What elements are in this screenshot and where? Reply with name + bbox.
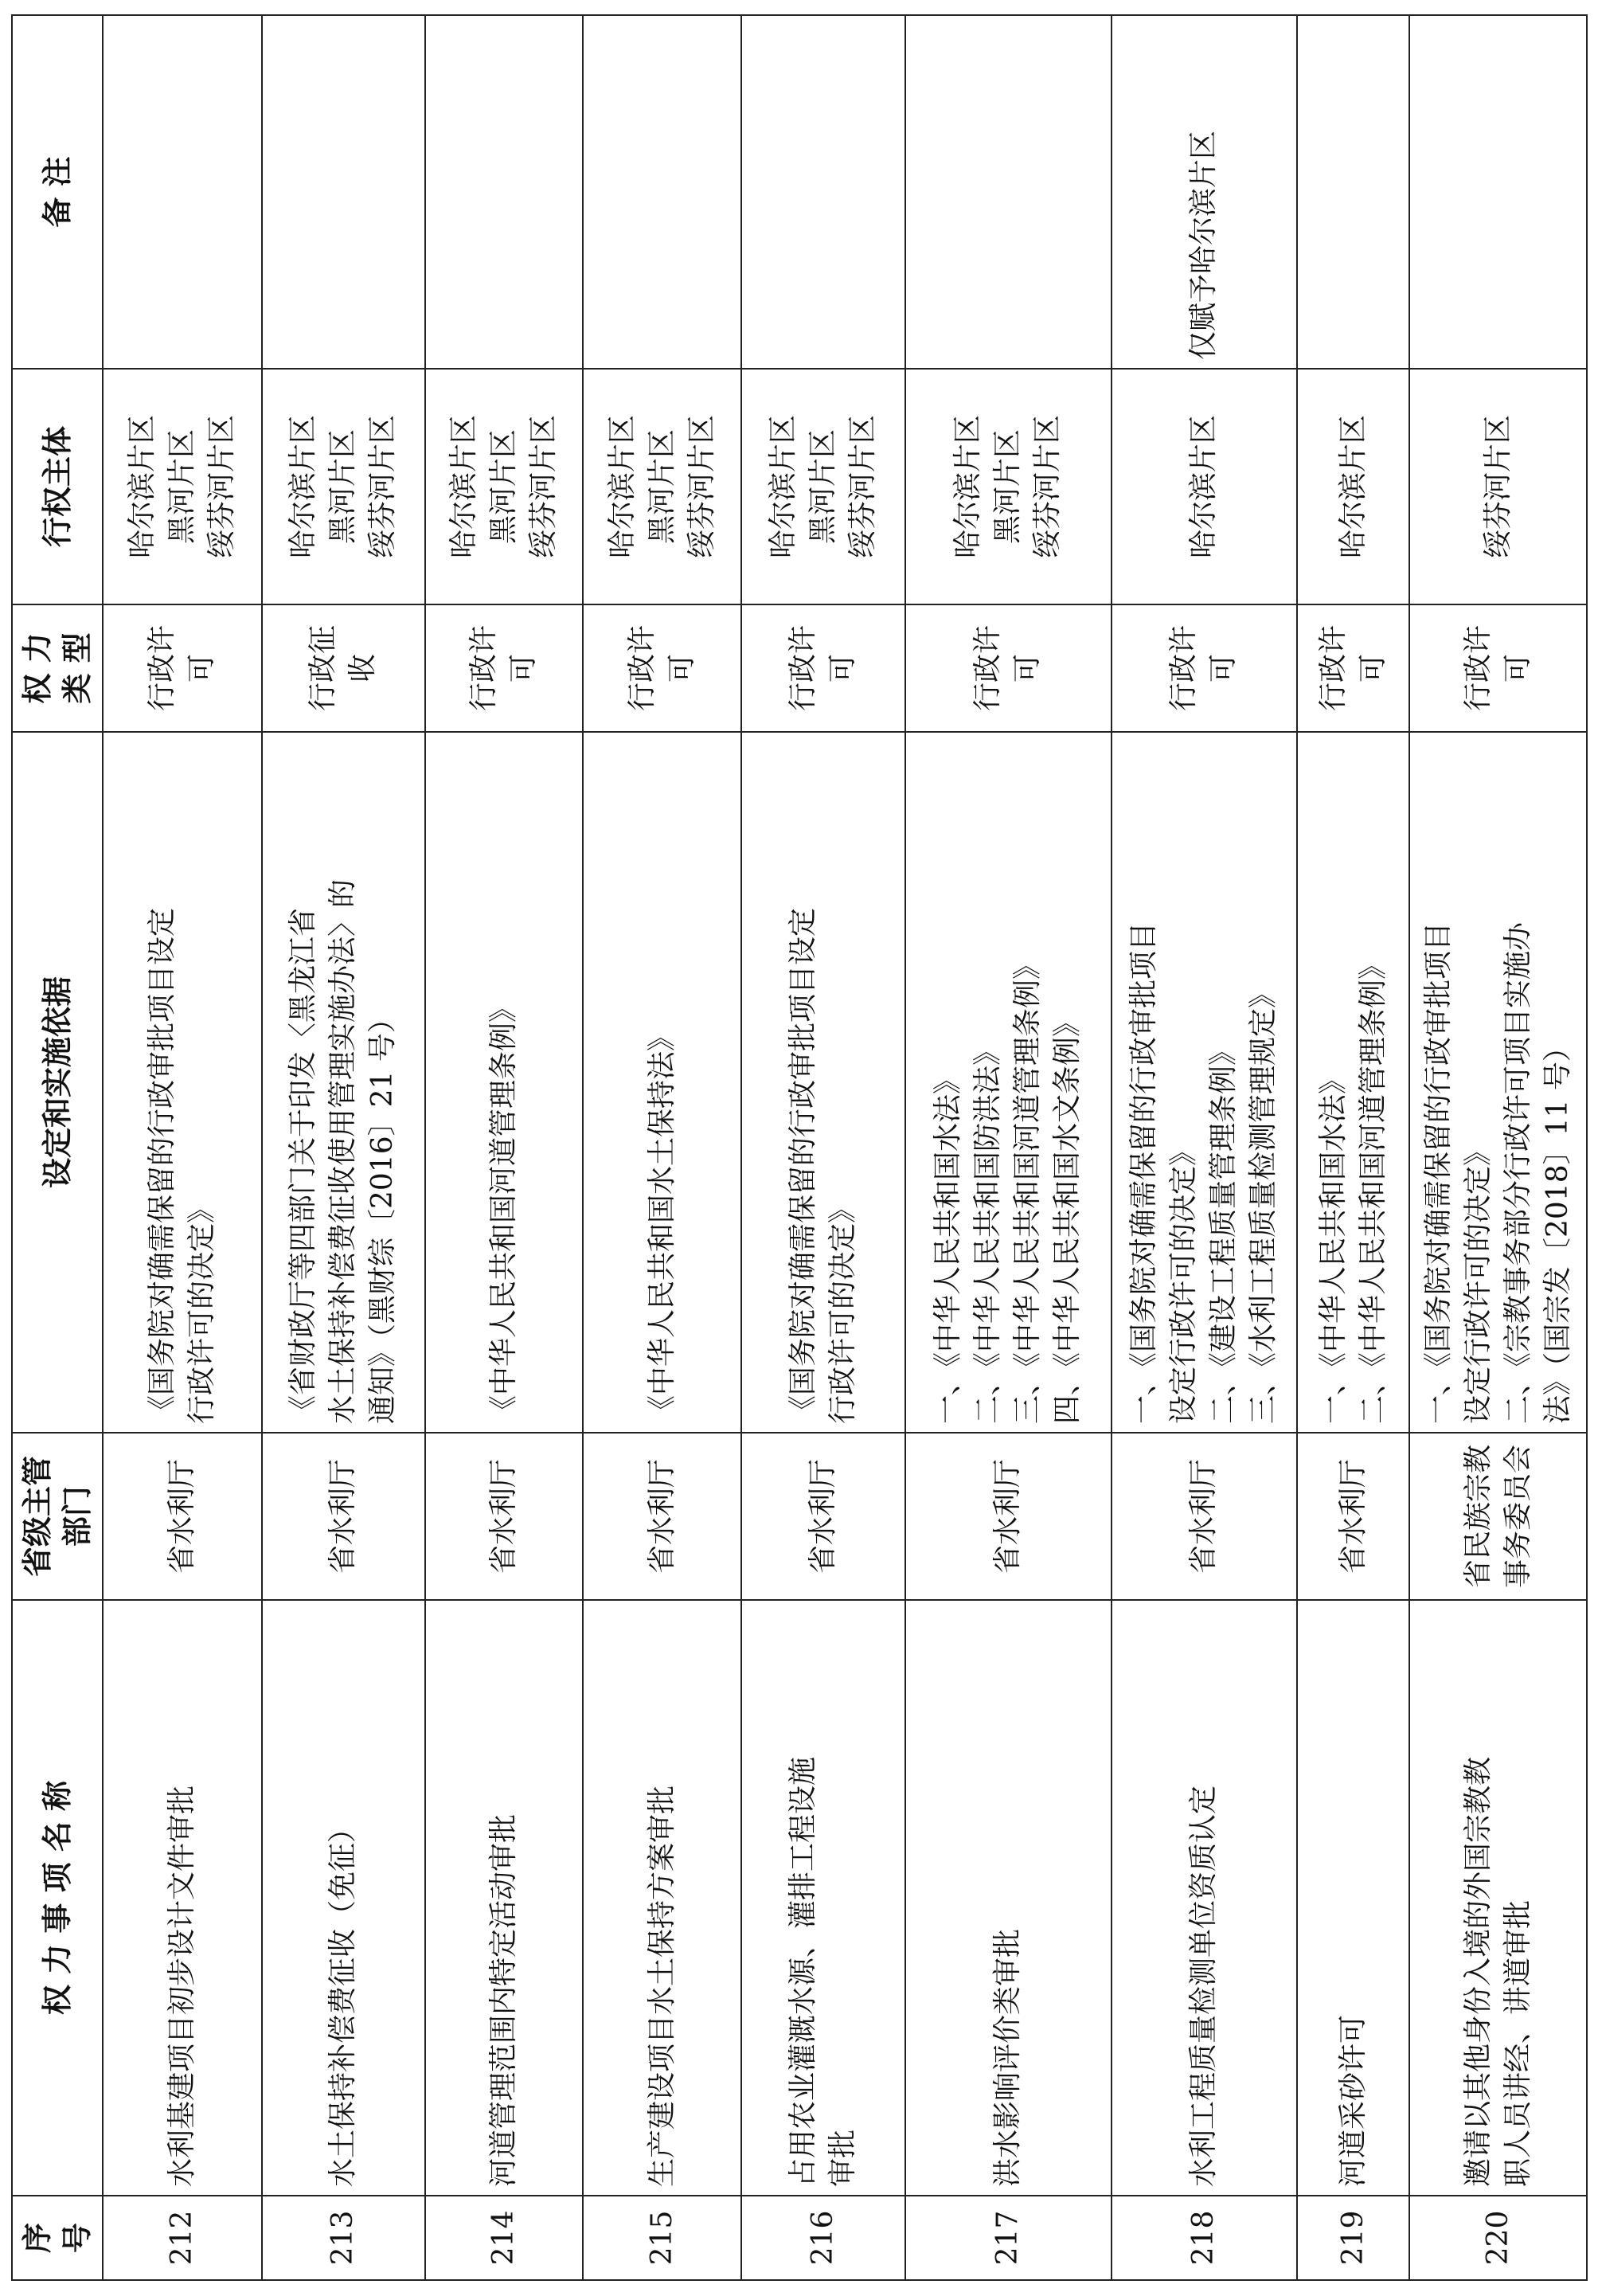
- row-subject: [583, 369, 741, 604]
- header-dept: 省级主管部门: [12, 1433, 103, 1600]
- cell-line: 黑河片区: [806, 429, 839, 545]
- cell-line: 职人员讲经、讲道审批: [1501, 1899, 1534, 2187]
- cell-line: 法》（国宗发〔2018〕11 号）: [1541, 1033, 1574, 1424]
- row-type: 行政许可: [1409, 604, 1587, 732]
- row-type: 行政许可: [1112, 604, 1297, 732]
- rotated-page: [11, 16, 1588, 2281]
- header-seq: [12, 2196, 103, 2280]
- power-items-table: [11, 14, 1588, 2281]
- row-dept: 省水利厅: [741, 1433, 905, 1600]
- cell-line: 一、《国务院对确需保留的行政审批项目: [1127, 921, 1161, 1424]
- cell-line: 绥芬河片区: [526, 415, 560, 559]
- row-name: 水利基建项目初步设计文件审批: [103, 1600, 262, 2196]
- row-basis: [103, 732, 262, 1433]
- row-basis: [905, 732, 1112, 1433]
- row-subject: [103, 369, 262, 604]
- table-row: [583, 15, 741, 2280]
- cell-line: 哈尔滨片区: [447, 415, 480, 559]
- row-seq: 213: [262, 2196, 425, 2280]
- cell-line: 黑河片区: [326, 429, 360, 545]
- row-type: 行政许可: [1297, 604, 1409, 732]
- header-subject: 行权主体: [12, 369, 103, 604]
- row-subject: [262, 369, 425, 604]
- row-basis: [583, 732, 741, 1433]
- row-basis: [1112, 732, 1297, 1433]
- row-basis: [425, 732, 584, 1433]
- row-type: 行政许可: [425, 604, 584, 732]
- row-type: 行政许可: [583, 604, 741, 732]
- row-type: 行政许可: [103, 604, 262, 732]
- header-row: [12, 15, 103, 2280]
- row-dept: 省水利厅: [583, 1433, 741, 1600]
- cell-line: 序: [19, 2223, 55, 2254]
- row-name: 水土保持补偿费征收（免征）: [262, 1600, 425, 2196]
- table-row: [1409, 15, 1587, 2280]
- row-name: [1409, 1600, 1587, 2196]
- row-dept: 省水利厅: [103, 1433, 262, 1600]
- table-row: [425, 15, 584, 2280]
- row-subject: [1112, 369, 1297, 604]
- cell-line: 黑河片区: [991, 429, 1025, 545]
- cell-line: 二、《建设工程质量管理条例》: [1207, 1036, 1241, 1424]
- row-dept: 省水利厅: [262, 1433, 425, 1600]
- cell-line: 《中华人民共和国水土保持法》: [645, 1022, 678, 1424]
- cell-line: 《中华人民共和国河道管理条例》: [486, 993, 520, 1424]
- cell-line: 哈尔滨片区: [1187, 415, 1221, 559]
- cell-line: 设定行政许可的决定》: [1461, 1136, 1494, 1424]
- row-name: 河道采砂许可: [1297, 1600, 1409, 2196]
- cell-line: 权 力: [19, 632, 55, 704]
- row-name: 河道管理范围内特定活动审批: [425, 1600, 584, 2196]
- cell-line: 省民族宗教: [1461, 1445, 1494, 1589]
- row-seq: 214: [425, 2196, 584, 2280]
- row-note: 仅赋予哈尔滨片区: [1112, 15, 1297, 369]
- cell-line: 三、《水利工程质量检测管理规定》: [1247, 979, 1280, 1424]
- row-subject: [425, 369, 584, 604]
- row-seq: 216: [741, 2196, 905, 2280]
- cell-line: 绥芬河片区: [846, 415, 879, 559]
- cell-line: 二、《中华人民共和国河道管理条例》: [1356, 950, 1389, 1424]
- row-seq: 212: [103, 2196, 262, 2280]
- row-dept: [1409, 1433, 1587, 1600]
- row-name: 洪水影响评价类审批: [905, 1600, 1112, 2196]
- cell-line: 水土保持补偿费征收使用管理实施办法〉的: [326, 878, 360, 1424]
- row-dept: 省水利厅: [905, 1433, 1112, 1600]
- row-basis: [1297, 732, 1409, 1433]
- cell-line: 行政许可的决定》: [185, 1194, 218, 1424]
- row-basis: [262, 732, 425, 1433]
- cell-line: 黑河片区: [645, 429, 678, 545]
- cell-line: 号: [59, 2223, 95, 2254]
- row-basis: [1409, 732, 1587, 1433]
- header-name: 权 力 事 项 名 称: [12, 1600, 103, 2196]
- header-basis: 设定和实施依据: [12, 732, 103, 1433]
- row-seq: 215: [583, 2196, 741, 2280]
- row-seq: 218: [1112, 2196, 1297, 2280]
- row-subject: [1409, 369, 1587, 604]
- header-type: [12, 604, 103, 732]
- table-row: [1297, 15, 1409, 2280]
- row-type: 行政许可: [905, 604, 1112, 732]
- cell-line: 黑河片区: [486, 429, 520, 545]
- row-seq: 217: [905, 2196, 1112, 2280]
- cell-line: 《省财政厅等四部门关于印发〈黑龙江省: [287, 907, 320, 1424]
- table-row: [741, 15, 905, 2280]
- row-subject: [905, 369, 1112, 604]
- cell-line: 哈尔滨片区: [125, 415, 158, 559]
- cell-line: 绥芬河片区: [685, 415, 718, 559]
- row-note: [103, 15, 262, 369]
- row-name: [741, 1600, 905, 2196]
- row-note: [1297, 15, 1409, 369]
- table-row: [262, 15, 425, 2280]
- cell-line: 哈尔滨片区: [1336, 415, 1369, 559]
- cell-line: 哈尔滨片区: [766, 415, 799, 559]
- row-type: 行政许可: [741, 604, 905, 732]
- cell-line: 哈尔滨片区: [951, 415, 985, 559]
- cell-line: 事务委员会: [1501, 1445, 1534, 1589]
- row-note: [425, 15, 584, 369]
- cell-line: 一、《中华人民共和国水法》: [932, 1065, 965, 1424]
- cell-line: 哈尔滨片区: [605, 415, 639, 559]
- row-subject: [1297, 369, 1409, 604]
- cell-line: 三、《中华人民共和国河道管理条例》: [1011, 950, 1045, 1424]
- cell-line: 绥芬河片区: [205, 415, 238, 559]
- header-note: 备 注: [12, 15, 103, 369]
- cell-line: 类 型: [59, 632, 95, 704]
- cell-line: 一、《国务院对确需保留的行政审批项目: [1421, 921, 1455, 1424]
- cell-line: 《国务院对确需保留的行政审批项目设定: [145, 907, 178, 1424]
- cell-line: 绥芬河片区: [366, 415, 400, 559]
- cell-line: 哈尔滨片区: [287, 415, 320, 559]
- row-dept: 省水利厅: [1112, 1433, 1297, 1600]
- row-name: 水利工程质量检测单位资质认定: [1112, 1600, 1297, 2196]
- cell-line: 审批: [826, 2129, 859, 2187]
- row-dept: 省水利厅: [1297, 1433, 1409, 1600]
- row-subject: [741, 369, 905, 604]
- cell-line: 四、《中华人民共和国水文条例》: [1051, 1007, 1084, 1424]
- row-note: [905, 15, 1112, 369]
- table-row: [905, 15, 1112, 2280]
- cell-line: 二、《宗教事务部分行政许可项目实施办: [1501, 921, 1534, 1424]
- cell-line: 占用农业灌溉水源、灌排工程设施: [786, 1756, 819, 2187]
- cell-line: 黑河片区: [165, 429, 198, 545]
- cell-line: 绥芬河片区: [1031, 415, 1065, 559]
- row-seq: 220: [1409, 2196, 1587, 2280]
- cell-line: 邀请以其他身份入境的外国宗教教: [1461, 1756, 1494, 2187]
- row-dept: 省水利厅: [425, 1433, 584, 1600]
- cell-line: 《国务院对确需保留的行政审批项目设定: [786, 907, 819, 1424]
- cell-line: 二、《中华人民共和国防洪法》: [971, 1036, 1005, 1424]
- row-basis: [741, 732, 905, 1433]
- row-type: 行政征收: [262, 604, 425, 732]
- row-note: [262, 15, 425, 369]
- row-name: 生产建设项目水土保持方案审批: [583, 1600, 741, 2196]
- cell-line: 行政许可的决定》: [826, 1194, 859, 1424]
- row-note: [583, 15, 741, 369]
- cell-line: 设定行政许可的决定》: [1167, 1136, 1201, 1424]
- cell-line: 一、《中华人民共和国水法》: [1316, 1065, 1350, 1424]
- row-note: [741, 15, 905, 369]
- table-row: [103, 15, 262, 2280]
- cell-line: 通知》（黑财综〔2016〕21 号）: [366, 1004, 400, 1424]
- row-seq: 219: [1297, 2196, 1409, 2280]
- row-note: [1409, 15, 1587, 369]
- cell-line: 绥芬河片区: [1481, 415, 1514, 559]
- table-row: [1112, 15, 1297, 2280]
